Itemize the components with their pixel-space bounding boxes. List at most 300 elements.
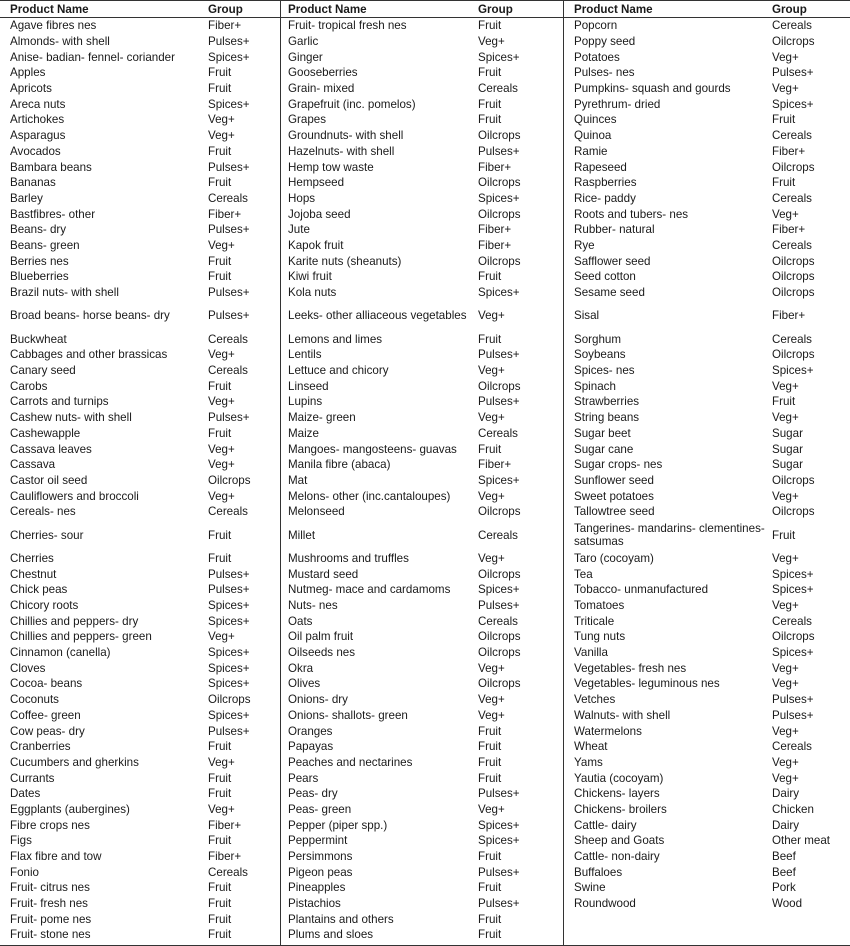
table-row bbox=[281, 504, 563, 520]
product-name-cell: Ramie bbox=[574, 144, 608, 158]
table-row bbox=[0, 426, 280, 442]
header-group: Group bbox=[208, 2, 243, 16]
product-name-cell: Buffaloes bbox=[574, 865, 623, 879]
product-name-cell: Mustard seed bbox=[288, 567, 359, 581]
product-name-cell: Melons- other (inc.cantaloupes) bbox=[288, 489, 451, 503]
table-row bbox=[0, 802, 280, 818]
product-name-cell: Apricots bbox=[10, 82, 52, 96]
group-cell: Oilcrops bbox=[208, 693, 251, 707]
group-cell: Oilcrops bbox=[478, 505, 521, 519]
product-name-cell: Quinoa bbox=[574, 129, 612, 143]
table-row bbox=[281, 911, 563, 927]
group-cell: Oilcrops bbox=[478, 129, 521, 143]
group-cell: Fiber+ bbox=[208, 19, 242, 33]
group-cell: Cereals bbox=[208, 505, 248, 519]
group-cell: Pulses+ bbox=[478, 144, 520, 158]
table-row bbox=[0, 222, 280, 238]
table-row bbox=[0, 911, 280, 927]
group-cell: Veg+ bbox=[772, 599, 799, 613]
group-cell: Fruit bbox=[478, 97, 502, 111]
table-row bbox=[564, 410, 850, 426]
group-cell: Fruit bbox=[208, 528, 232, 542]
table-row bbox=[281, 692, 563, 708]
table-row bbox=[0, 363, 280, 379]
group-cell: Veg+ bbox=[772, 489, 799, 503]
table-row bbox=[0, 708, 280, 724]
table-row bbox=[564, 864, 850, 880]
group-cell: Pulses+ bbox=[772, 708, 814, 722]
product-name-cell: Grain- mixed bbox=[288, 82, 355, 96]
table-row bbox=[0, 692, 280, 708]
table-row bbox=[281, 864, 563, 880]
product-name-cell: Walnuts- with shell bbox=[574, 708, 671, 722]
group-cell: Fiber+ bbox=[772, 309, 806, 323]
header-row bbox=[281, 1, 563, 18]
product-name-cell: Ginger bbox=[288, 50, 323, 64]
table-row bbox=[564, 566, 850, 582]
product-name-cell: Spinach bbox=[574, 379, 616, 393]
product-name-cell: Taro (cocoyam) bbox=[574, 551, 654, 565]
group-cell: Wood bbox=[772, 897, 803, 911]
product-name-cell: Kapok fruit bbox=[288, 238, 344, 252]
table-row bbox=[0, 582, 280, 598]
table-row bbox=[564, 81, 850, 97]
group-cell: Cereals bbox=[772, 614, 812, 628]
group-cell: Pulses+ bbox=[772, 693, 814, 707]
group-cell: Fruit bbox=[208, 66, 232, 80]
group-cell: Oilcrops bbox=[772, 35, 815, 49]
product-name-cell: Cloves bbox=[10, 661, 46, 675]
product-name-cell: Jute bbox=[288, 223, 310, 237]
product-name-cell: Groundnuts- with shell bbox=[288, 129, 404, 143]
product-name-cell: Cassava bbox=[10, 458, 56, 472]
product-name-cell: Yautia (cocoyam) bbox=[574, 771, 664, 785]
product-name-cell: Fonio bbox=[10, 865, 40, 879]
table-row bbox=[0, 660, 280, 676]
group-cell: Cereals bbox=[208, 191, 248, 205]
table-row bbox=[281, 96, 563, 112]
group-cell: Veg+ bbox=[772, 677, 799, 691]
table-row bbox=[0, 394, 280, 410]
column-body bbox=[281, 18, 563, 943]
table-row bbox=[564, 191, 850, 207]
table-row bbox=[281, 222, 563, 238]
product-name-cell: Lentils bbox=[288, 348, 322, 362]
group-cell: Oilcrops bbox=[772, 473, 815, 487]
group-cell: Spices+ bbox=[478, 473, 520, 487]
group-cell: Fiber+ bbox=[208, 207, 242, 221]
group-cell: Veg+ bbox=[772, 207, 799, 221]
product-name-cell: Wheat bbox=[574, 740, 608, 754]
table-row bbox=[564, 613, 850, 629]
table-row bbox=[564, 144, 850, 160]
table-row bbox=[281, 191, 563, 207]
table-row bbox=[0, 441, 280, 457]
table-row bbox=[0, 112, 280, 128]
product-name-cell: Agave fibres nes bbox=[10, 19, 97, 33]
header-group: Group bbox=[772, 2, 807, 16]
table-row bbox=[0, 645, 280, 661]
product-name-cell: Pepper (piper spp.) bbox=[288, 818, 388, 832]
product-name-cell: Coconuts bbox=[10, 693, 59, 707]
product-name-cell: Pigeon peas bbox=[288, 865, 353, 879]
product-name-cell: Fruit- citrus nes bbox=[10, 881, 90, 895]
group-cell: Veg+ bbox=[478, 309, 505, 323]
group-cell: Veg+ bbox=[208, 458, 235, 472]
product-name-cell: Kola nuts bbox=[288, 286, 337, 300]
table-row bbox=[0, 347, 280, 363]
table-row bbox=[281, 520, 563, 551]
table-row bbox=[564, 676, 850, 692]
group-cell: Fruit bbox=[772, 113, 796, 127]
header-group: Group bbox=[478, 2, 513, 16]
table-row bbox=[564, 441, 850, 457]
table-row bbox=[0, 613, 280, 629]
table-row bbox=[281, 441, 563, 457]
group-cell: Fruit bbox=[208, 740, 232, 754]
group-cell: Pulses+ bbox=[208, 567, 250, 581]
group-cell: Oilcrops bbox=[772, 160, 815, 174]
product-name-cell: Sesame seed bbox=[574, 286, 645, 300]
table-row bbox=[281, 206, 563, 222]
group-cell: Fruit bbox=[208, 254, 232, 268]
table-row bbox=[564, 896, 850, 912]
table-row bbox=[0, 457, 280, 473]
table-row bbox=[564, 363, 850, 379]
product-name-cell: Figs bbox=[10, 834, 32, 848]
table-row bbox=[564, 645, 850, 661]
product-name-cell: Quinces bbox=[574, 113, 617, 127]
product-name-cell: Cattle- non-dairy bbox=[574, 850, 660, 864]
group-cell: Fruit bbox=[478, 881, 502, 895]
table-row bbox=[0, 864, 280, 880]
table-row bbox=[0, 880, 280, 896]
group-cell: Cereals bbox=[772, 332, 812, 346]
product-name-cell: Plantains and others bbox=[288, 912, 394, 926]
table-row bbox=[0, 269, 280, 285]
group-cell: Oilcrops bbox=[478, 677, 521, 691]
product-name-cell: Tallowtree seed bbox=[574, 505, 655, 519]
group-cell: Veg+ bbox=[478, 708, 505, 722]
group-cell: Spices+ bbox=[208, 614, 250, 628]
group-cell: Oilcrops bbox=[772, 630, 815, 644]
table-row bbox=[281, 755, 563, 771]
table-row bbox=[0, 566, 280, 582]
table-row bbox=[281, 645, 563, 661]
group-cell: Fiber+ bbox=[478, 238, 512, 252]
table-row bbox=[281, 285, 563, 301]
group-cell: Chicken bbox=[772, 802, 814, 816]
table-row bbox=[564, 598, 850, 614]
table-row bbox=[564, 551, 850, 567]
table-row bbox=[0, 206, 280, 222]
table-row bbox=[281, 582, 563, 598]
product-name-cell: Pumpkins- squash and gourds bbox=[574, 82, 731, 96]
table-row bbox=[564, 34, 850, 50]
product-name-cell: Chick peas bbox=[10, 583, 68, 597]
product-name-cell: Canary seed bbox=[10, 364, 76, 378]
table-row bbox=[0, 300, 280, 331]
group-cell: Oilcrops bbox=[772, 254, 815, 268]
product-name-cell: Grapes bbox=[288, 113, 327, 127]
product-name-cell: Olives bbox=[288, 677, 321, 691]
product-name-cell: Currants bbox=[10, 771, 55, 785]
group-cell: Pulses+ bbox=[208, 223, 250, 237]
product-name-cell: Vanilla bbox=[574, 646, 608, 660]
group-cell: Fruit bbox=[208, 912, 232, 926]
table-row bbox=[0, 739, 280, 755]
table-row bbox=[564, 473, 850, 489]
product-name-cell: Chestnut bbox=[10, 567, 57, 581]
product-name-cell: Cauliflowers and broccoli bbox=[10, 489, 139, 503]
product-name-cell: Tangerines- mandarins- clementines- satsumas bbox=[574, 522, 765, 549]
table-row bbox=[281, 394, 563, 410]
table-row bbox=[0, 755, 280, 771]
product-name-cell: Poppy seed bbox=[574, 35, 636, 49]
group-cell: Veg+ bbox=[478, 802, 505, 816]
table-row bbox=[281, 473, 563, 489]
table-row bbox=[564, 18, 850, 34]
table-row bbox=[281, 629, 563, 645]
table-row bbox=[0, 520, 280, 551]
product-name-cell: Maize bbox=[288, 426, 319, 440]
group-cell: Spices+ bbox=[478, 191, 520, 205]
group-cell: Fruit bbox=[208, 881, 232, 895]
product-name-cell: Fibre crops nes bbox=[10, 818, 90, 832]
column-body bbox=[564, 18, 850, 911]
group-cell: Oilcrops bbox=[478, 207, 521, 221]
product-name-cell: Raspberries bbox=[574, 176, 637, 190]
group-cell: Fiber+ bbox=[478, 160, 512, 174]
group-cell: Cereals bbox=[208, 332, 248, 346]
group-cell: Fiber+ bbox=[478, 458, 512, 472]
group-cell: Cereals bbox=[478, 614, 518, 628]
product-name-cell: Pineapples bbox=[288, 881, 346, 895]
group-cell: Oilcrops bbox=[772, 348, 815, 362]
table-row bbox=[564, 238, 850, 254]
table-row bbox=[281, 81, 563, 97]
group-cell: Sugar bbox=[772, 458, 803, 472]
product-name-cell: Cassava leaves bbox=[10, 442, 92, 456]
table-row bbox=[281, 363, 563, 379]
product-name-cell: Flax fibre and tow bbox=[10, 850, 102, 864]
group-cell: Pulses+ bbox=[478, 897, 520, 911]
product-name-cell: Bastfibres- other bbox=[10, 207, 96, 221]
group-cell: Veg+ bbox=[772, 82, 799, 96]
group-cell: Veg+ bbox=[772, 771, 799, 785]
group-cell: Pulses+ bbox=[208, 724, 250, 738]
group-cell: Cereals bbox=[772, 191, 812, 205]
product-name-cell: Oranges bbox=[288, 724, 333, 738]
table-row bbox=[564, 582, 850, 598]
product-name-cell: Bambara beans bbox=[10, 160, 92, 174]
table-row bbox=[564, 269, 850, 285]
table-row bbox=[0, 378, 280, 394]
table-row bbox=[281, 817, 563, 833]
group-cell: Fiber+ bbox=[478, 223, 512, 237]
group-cell: Cereals bbox=[478, 82, 518, 96]
product-name-cell: Tomatoes bbox=[574, 599, 625, 613]
product-name-cell: Dates bbox=[10, 787, 41, 801]
group-cell: Fruit bbox=[772, 176, 796, 190]
table-row bbox=[281, 676, 563, 692]
product-name-cell: Seed cotton bbox=[574, 270, 636, 284]
group-cell: Cereals bbox=[772, 129, 812, 143]
table-row bbox=[564, 175, 850, 191]
product-name-cell: Sugar cane bbox=[574, 442, 634, 456]
group-cell: Fruit bbox=[478, 912, 502, 926]
group-cell: Fruit bbox=[478, 332, 502, 346]
table-row bbox=[281, 65, 563, 81]
product-name-cell: Chickens- broilers bbox=[574, 802, 667, 816]
group-cell: Cereals bbox=[772, 740, 812, 754]
product-name-cell: Peas- dry bbox=[288, 787, 338, 801]
group-cell: Fruit bbox=[478, 270, 502, 284]
group-cell: Spices+ bbox=[208, 50, 250, 64]
group-cell: Cereals bbox=[478, 426, 518, 440]
product-name-cell: Cherries- sour bbox=[10, 528, 84, 542]
product-name-cell: Sheep and Goats bbox=[574, 834, 665, 848]
product-name-cell: Artichokes bbox=[10, 113, 65, 127]
product-name-cell: Buckwheat bbox=[10, 332, 67, 346]
table-row bbox=[281, 880, 563, 896]
table-row bbox=[564, 802, 850, 818]
group-cell: Veg+ bbox=[772, 661, 799, 675]
product-name-cell: Soybeans bbox=[574, 348, 626, 362]
product-name-cell: Lettuce and chicory bbox=[288, 364, 389, 378]
group-cell: Veg+ bbox=[772, 379, 799, 393]
product-name-cell: Popcorn bbox=[574, 19, 618, 33]
group-cell: Pulses+ bbox=[208, 583, 250, 597]
group-cell: Fruit bbox=[478, 850, 502, 864]
group-cell: Spices+ bbox=[208, 708, 250, 722]
table-row bbox=[0, 849, 280, 865]
table-row bbox=[281, 331, 563, 347]
product-name-cell: Eggplants (aubergines) bbox=[10, 802, 130, 816]
header-product-name: Product Name bbox=[288, 2, 367, 16]
table-row bbox=[564, 285, 850, 301]
table-row bbox=[0, 488, 280, 504]
group-cell: Fruit bbox=[478, 755, 502, 769]
group-cell: Pork bbox=[772, 881, 796, 895]
table-row bbox=[564, 378, 850, 394]
group-cell: Spices+ bbox=[208, 97, 250, 111]
group-cell: Sugar bbox=[772, 442, 803, 456]
table-row bbox=[0, 128, 280, 144]
group-cell: Fiber+ bbox=[772, 144, 806, 158]
group-cell: Veg+ bbox=[478, 693, 505, 707]
product-name-cell: Leeks- other alliaceous vegetables bbox=[288, 309, 467, 323]
table-row bbox=[0, 18, 280, 34]
group-cell: Fruit bbox=[478, 928, 502, 942]
product-name-cell: Kiwi fruit bbox=[288, 270, 332, 284]
table-row bbox=[564, 786, 850, 802]
group-cell: Dairy bbox=[772, 818, 800, 832]
table-row bbox=[564, 504, 850, 520]
group-cell: Fruit bbox=[478, 724, 502, 738]
table-row bbox=[281, 238, 563, 254]
table-row bbox=[281, 269, 563, 285]
table-row bbox=[564, 206, 850, 222]
group-cell: Fruit bbox=[208, 928, 232, 942]
product-name-cell: Sweet potatoes bbox=[574, 489, 654, 503]
table-row bbox=[281, 112, 563, 128]
table-row bbox=[564, 49, 850, 65]
column-group-1 bbox=[0, 1, 280, 945]
group-cell: Fruit bbox=[772, 528, 796, 542]
group-cell: Fruit bbox=[772, 395, 796, 409]
header-row bbox=[564, 1, 850, 18]
group-cell: Fruit bbox=[478, 66, 502, 80]
product-name-cell: Fruit- pome nes bbox=[10, 912, 92, 926]
group-cell: Spices+ bbox=[772, 567, 814, 581]
table-row bbox=[0, 49, 280, 65]
product-name-cell: Oilseeds nes bbox=[288, 646, 356, 660]
group-cell: Veg+ bbox=[772, 50, 799, 64]
product-name-cell: Rye bbox=[574, 238, 595, 252]
table-row bbox=[281, 18, 563, 34]
product-name-cell: Triticale bbox=[574, 614, 615, 628]
table-row bbox=[564, 394, 850, 410]
group-cell: Veg+ bbox=[478, 35, 505, 49]
table-row bbox=[0, 65, 280, 81]
product-name-cell: Sunflower seed bbox=[574, 473, 654, 487]
group-cell: Spices+ bbox=[478, 286, 520, 300]
table-row bbox=[0, 34, 280, 50]
group-cell: Spices+ bbox=[772, 646, 814, 660]
group-cell: Spices+ bbox=[208, 661, 250, 675]
product-name-cell: Tung nuts bbox=[574, 630, 626, 644]
table-row bbox=[0, 786, 280, 802]
table-row bbox=[281, 849, 563, 865]
table-row bbox=[281, 34, 563, 50]
group-cell: Fruit bbox=[208, 787, 232, 801]
table-row bbox=[0, 473, 280, 489]
group-cell: Veg+ bbox=[208, 802, 235, 816]
product-name-cell: Swine bbox=[574, 881, 606, 895]
group-cell: Oilcrops bbox=[772, 505, 815, 519]
table-row bbox=[564, 692, 850, 708]
product-name-cell: Karite nuts (sheanuts) bbox=[288, 254, 402, 268]
product-name-cell: Strawberries bbox=[574, 395, 640, 409]
product-name-cell: Hempseed bbox=[288, 176, 345, 190]
product-name-cell: Chicory roots bbox=[10, 599, 79, 613]
group-cell: Spices+ bbox=[478, 834, 520, 848]
group-cell: Oilcrops bbox=[772, 286, 815, 300]
table-row bbox=[564, 128, 850, 144]
group-cell: Oilcrops bbox=[478, 379, 521, 393]
table-row bbox=[0, 896, 280, 912]
table-row bbox=[281, 347, 563, 363]
group-cell: Oilcrops bbox=[478, 567, 521, 581]
group-cell: Veg+ bbox=[478, 489, 505, 503]
product-name-cell: Hops bbox=[288, 191, 316, 205]
table-row bbox=[0, 770, 280, 786]
product-name-cell: Sorghum bbox=[574, 332, 622, 346]
table-row bbox=[0, 81, 280, 97]
group-cell: Veg+ bbox=[478, 364, 505, 378]
group-cell: Oilcrops bbox=[478, 630, 521, 644]
product-name-cell: Persimmons bbox=[288, 850, 353, 864]
table-row bbox=[281, 378, 563, 394]
group-cell: Veg+ bbox=[772, 411, 799, 425]
group-cell: Fruit bbox=[478, 442, 502, 456]
table-row bbox=[564, 817, 850, 833]
group-cell: Pulses+ bbox=[478, 787, 520, 801]
table-row bbox=[0, 817, 280, 833]
group-cell: Veg+ bbox=[478, 551, 505, 565]
table-row bbox=[0, 676, 280, 692]
